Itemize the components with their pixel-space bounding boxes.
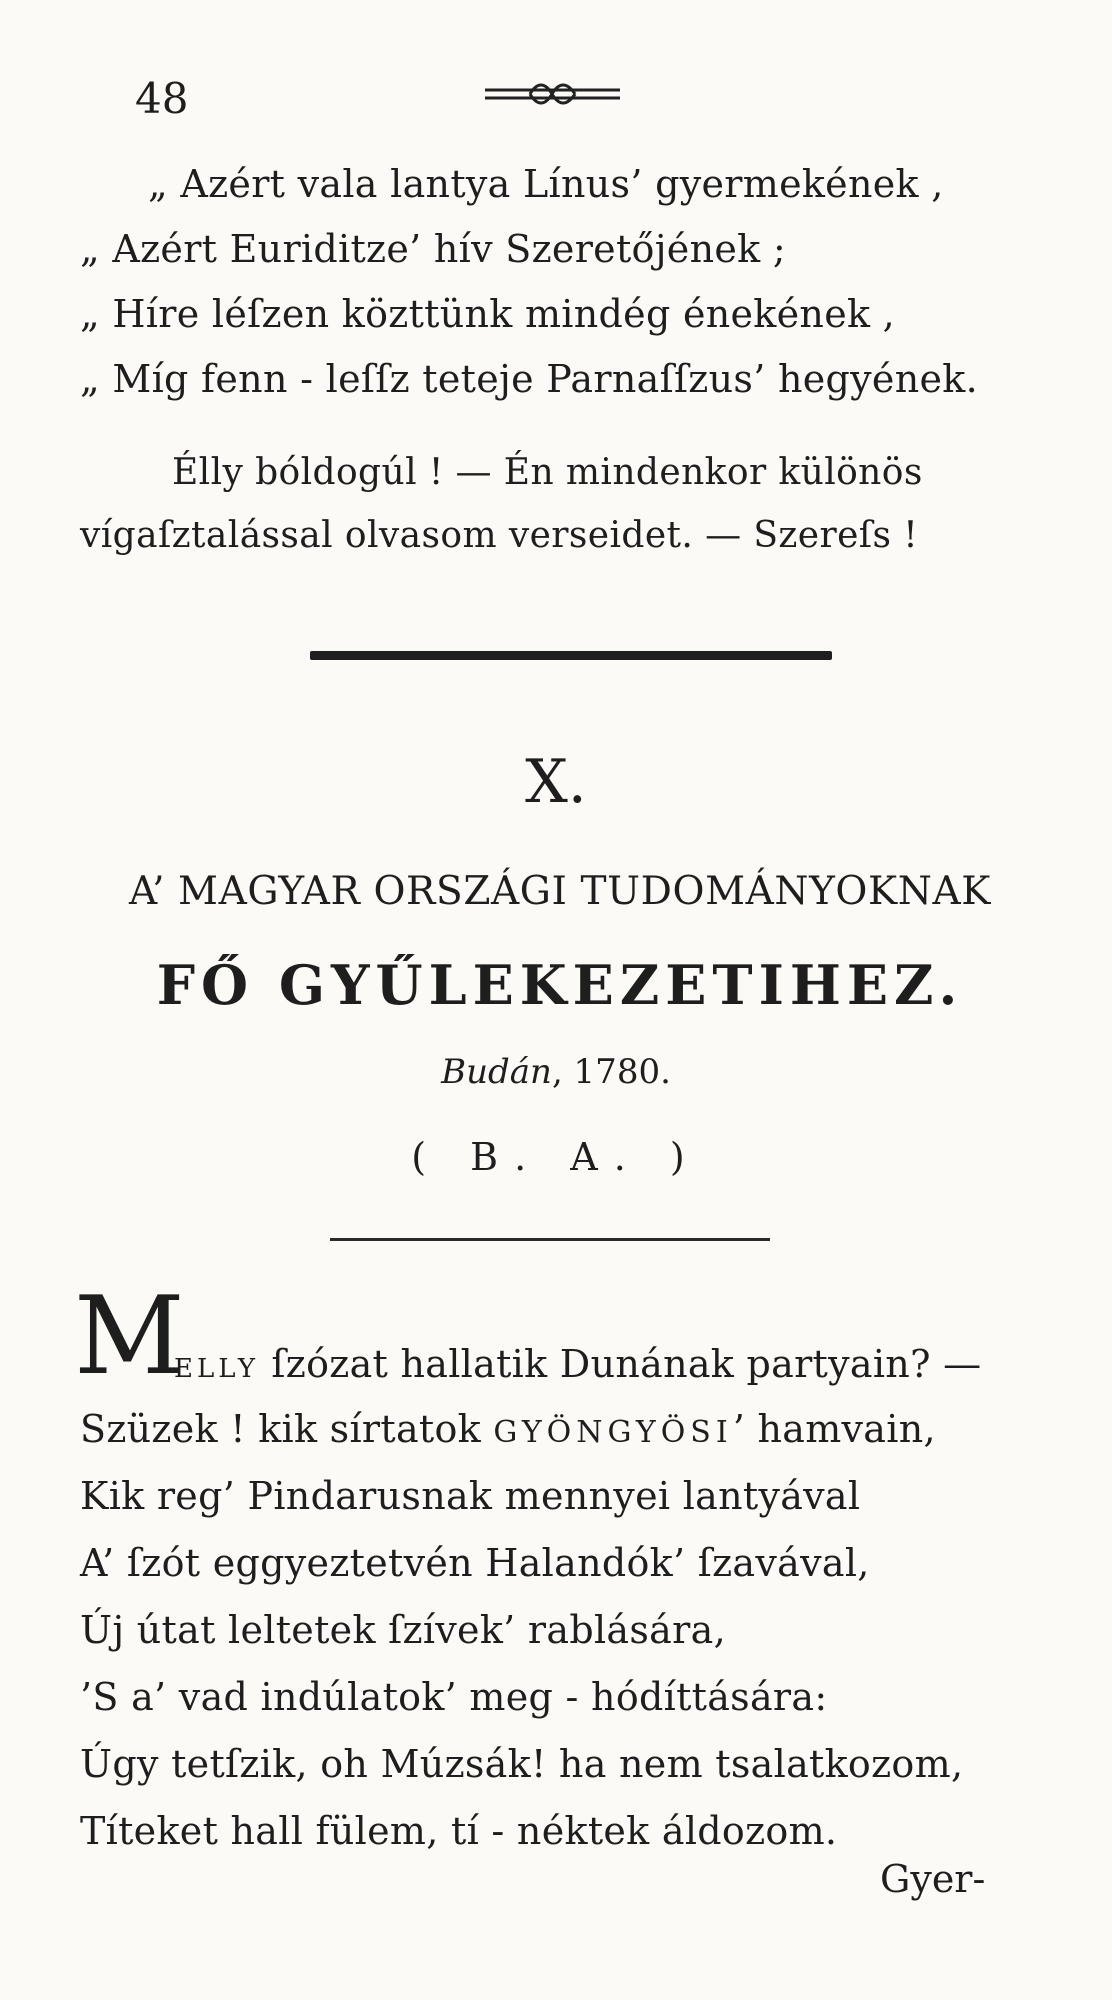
- poem-line-2-before: Szüzek ! kik sírtatok: [80, 1407, 494, 1451]
- drop-cap: M: [74, 1274, 185, 1399]
- place: Budán: [441, 1052, 552, 1092]
- poem-line-2-after: ’ hamvain,: [732, 1407, 936, 1451]
- prose-line-1: Élly bóldogúl ! — Én mindenkor különös: [172, 452, 923, 493]
- poem-line-5: Új útat leltetek ſzívek’ rablására,: [80, 1608, 726, 1652]
- poem-line-3: Kik reg’ Pindarusnak mennyei lantyával: [80, 1474, 861, 1518]
- verse-line-3: „ Híre léſzen közttünk mindég énekének ,: [80, 292, 896, 336]
- place-date: [0, 1052, 1112, 1092]
- poem-line-1: [174, 1342, 982, 1386]
- poem-line-6: ’S a’ vad indúlatok’ meg - hódíttására:: [80, 1675, 828, 1719]
- poem-line-8: Títeket hall fülem, tí - néktek áldozom.: [80, 1809, 838, 1853]
- page-number: 48: [135, 74, 189, 123]
- poet-name-small-caps: GYÖNGYÖSI: [493, 1415, 733, 1450]
- poem-line-4: A’ ſzót eggyeztetvén Halandók’ ſzavával,: [80, 1541, 870, 1585]
- section-separator-thick: [310, 651, 832, 660]
- poem-line-7: Úgy tetſzik, oh Múzsák! ha nem tsalatkozom,: [80, 1742, 964, 1786]
- chapter-number: X.: [525, 747, 587, 817]
- header-ornament-icon: [485, 78, 620, 112]
- title-line-1: A’ MAGYAR ORSZÁGI TUDOMÁNYOKNAK: [129, 869, 991, 914]
- verse-line-1: „ Azért vala lantya Línus’ gyermekének ,: [148, 162, 944, 206]
- prose-line-2: vígaſztalással olvasom verseidet. — Szereſs !: [80, 515, 919, 556]
- poem-line-1-rest: ſzózat hallatik Dunának partyain? —: [259, 1342, 982, 1386]
- title-line-2: FŐ GYŰLEKEZETIHEZ.: [156, 953, 964, 1017]
- first-word-small-caps: ELLY: [174, 1354, 260, 1384]
- verse-line-2: „ Azért Euriditze’ hív Szeretőjének ;: [80, 227, 786, 271]
- author-initials: ( B. A. ): [411, 1135, 701, 1179]
- poem-line-2: [80, 1407, 936, 1451]
- catchword: Gyer-: [880, 1857, 986, 1901]
- verse-line-4: „ Míg fenn - leſſz teteje Parnaſſzus’ hegyének.: [80, 357, 978, 401]
- section-separator-thin: [330, 1238, 770, 1241]
- date: , 1780.: [551, 1052, 671, 1092]
